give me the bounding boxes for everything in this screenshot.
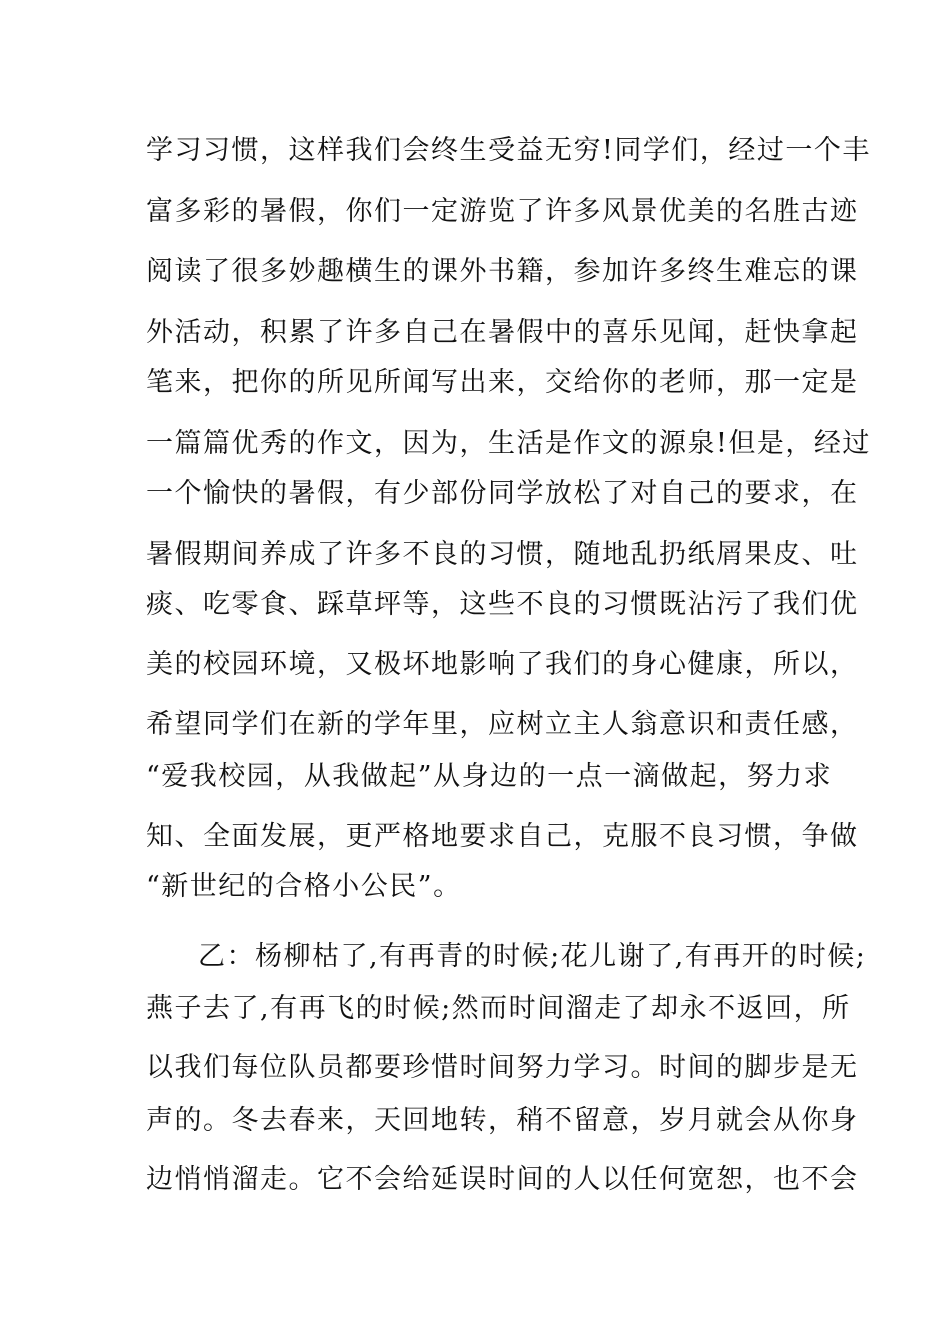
text-line: 学习习惯，这样我们会终生受益无穷!同学们，经过一个丰 (146, 135, 871, 166)
text-line: 希望同学们在新的学年里，应树立主人翁意识和责任感， (146, 709, 859, 740)
text-line: 乙：杨柳枯了,有再青的时候;花儿谢了,有再开的时候; (198, 941, 867, 972)
text-line: 以我们每位队员都要珍惜时间努力学习。时间的脚步是无 (146, 1052, 859, 1083)
text-line: 边悄悄溜走。它不会给延误时间的人以任何宽恕，也不会 (146, 1164, 859, 1195)
text-line: 富多彩的暑假，你们一定游览了许多风景优美的名胜古迹 (146, 196, 859, 227)
text-line: 一个愉快的暑假，有少部份同学放松了对自己的要求，在 (146, 478, 859, 509)
text-line: 外活动，积累了许多自己在暑假中的喜乐见闻，赶快拿起 (146, 317, 859, 348)
text-line: “新世纪的合格小公民”。 (146, 871, 462, 902)
text-line: “爱我校园，从我做起”从身边的一点一滴做起，努力求 (146, 761, 833, 792)
text-line: 燕子去了,有再飞的时候;然而时间溜走了却永不返回，所 (146, 993, 851, 1024)
text-line: 知、全面发展，更严格地要求自己，克服不良习惯，争做 (146, 821, 859, 852)
text-line: 暑假期间养成了许多不良的习惯，随地乱扔纸屑果皮、吐 (146, 539, 859, 570)
text-line: 一篇篇优秀的作文，因为，生活是作文的源泉!但是，经过 (146, 428, 871, 459)
text-line: 阅读了很多妙趣横生的课外书籍，参加许多终生难忘的课 (146, 256, 859, 287)
text-line: 美的校园环境，又极坏地影响了我们的身心健康，所以， (146, 649, 859, 680)
text-line: 声的。冬去春来，天回地转，稍不留意，岁月就会从你身 (146, 1105, 859, 1136)
text-line: 痰、吃零食、踩草坪等，这些不良的习惯既沾污了我们优 (146, 589, 859, 620)
text-line: 笔来，把你的所见所闻写出来，交给你的老师，那一定是 (146, 367, 859, 398)
